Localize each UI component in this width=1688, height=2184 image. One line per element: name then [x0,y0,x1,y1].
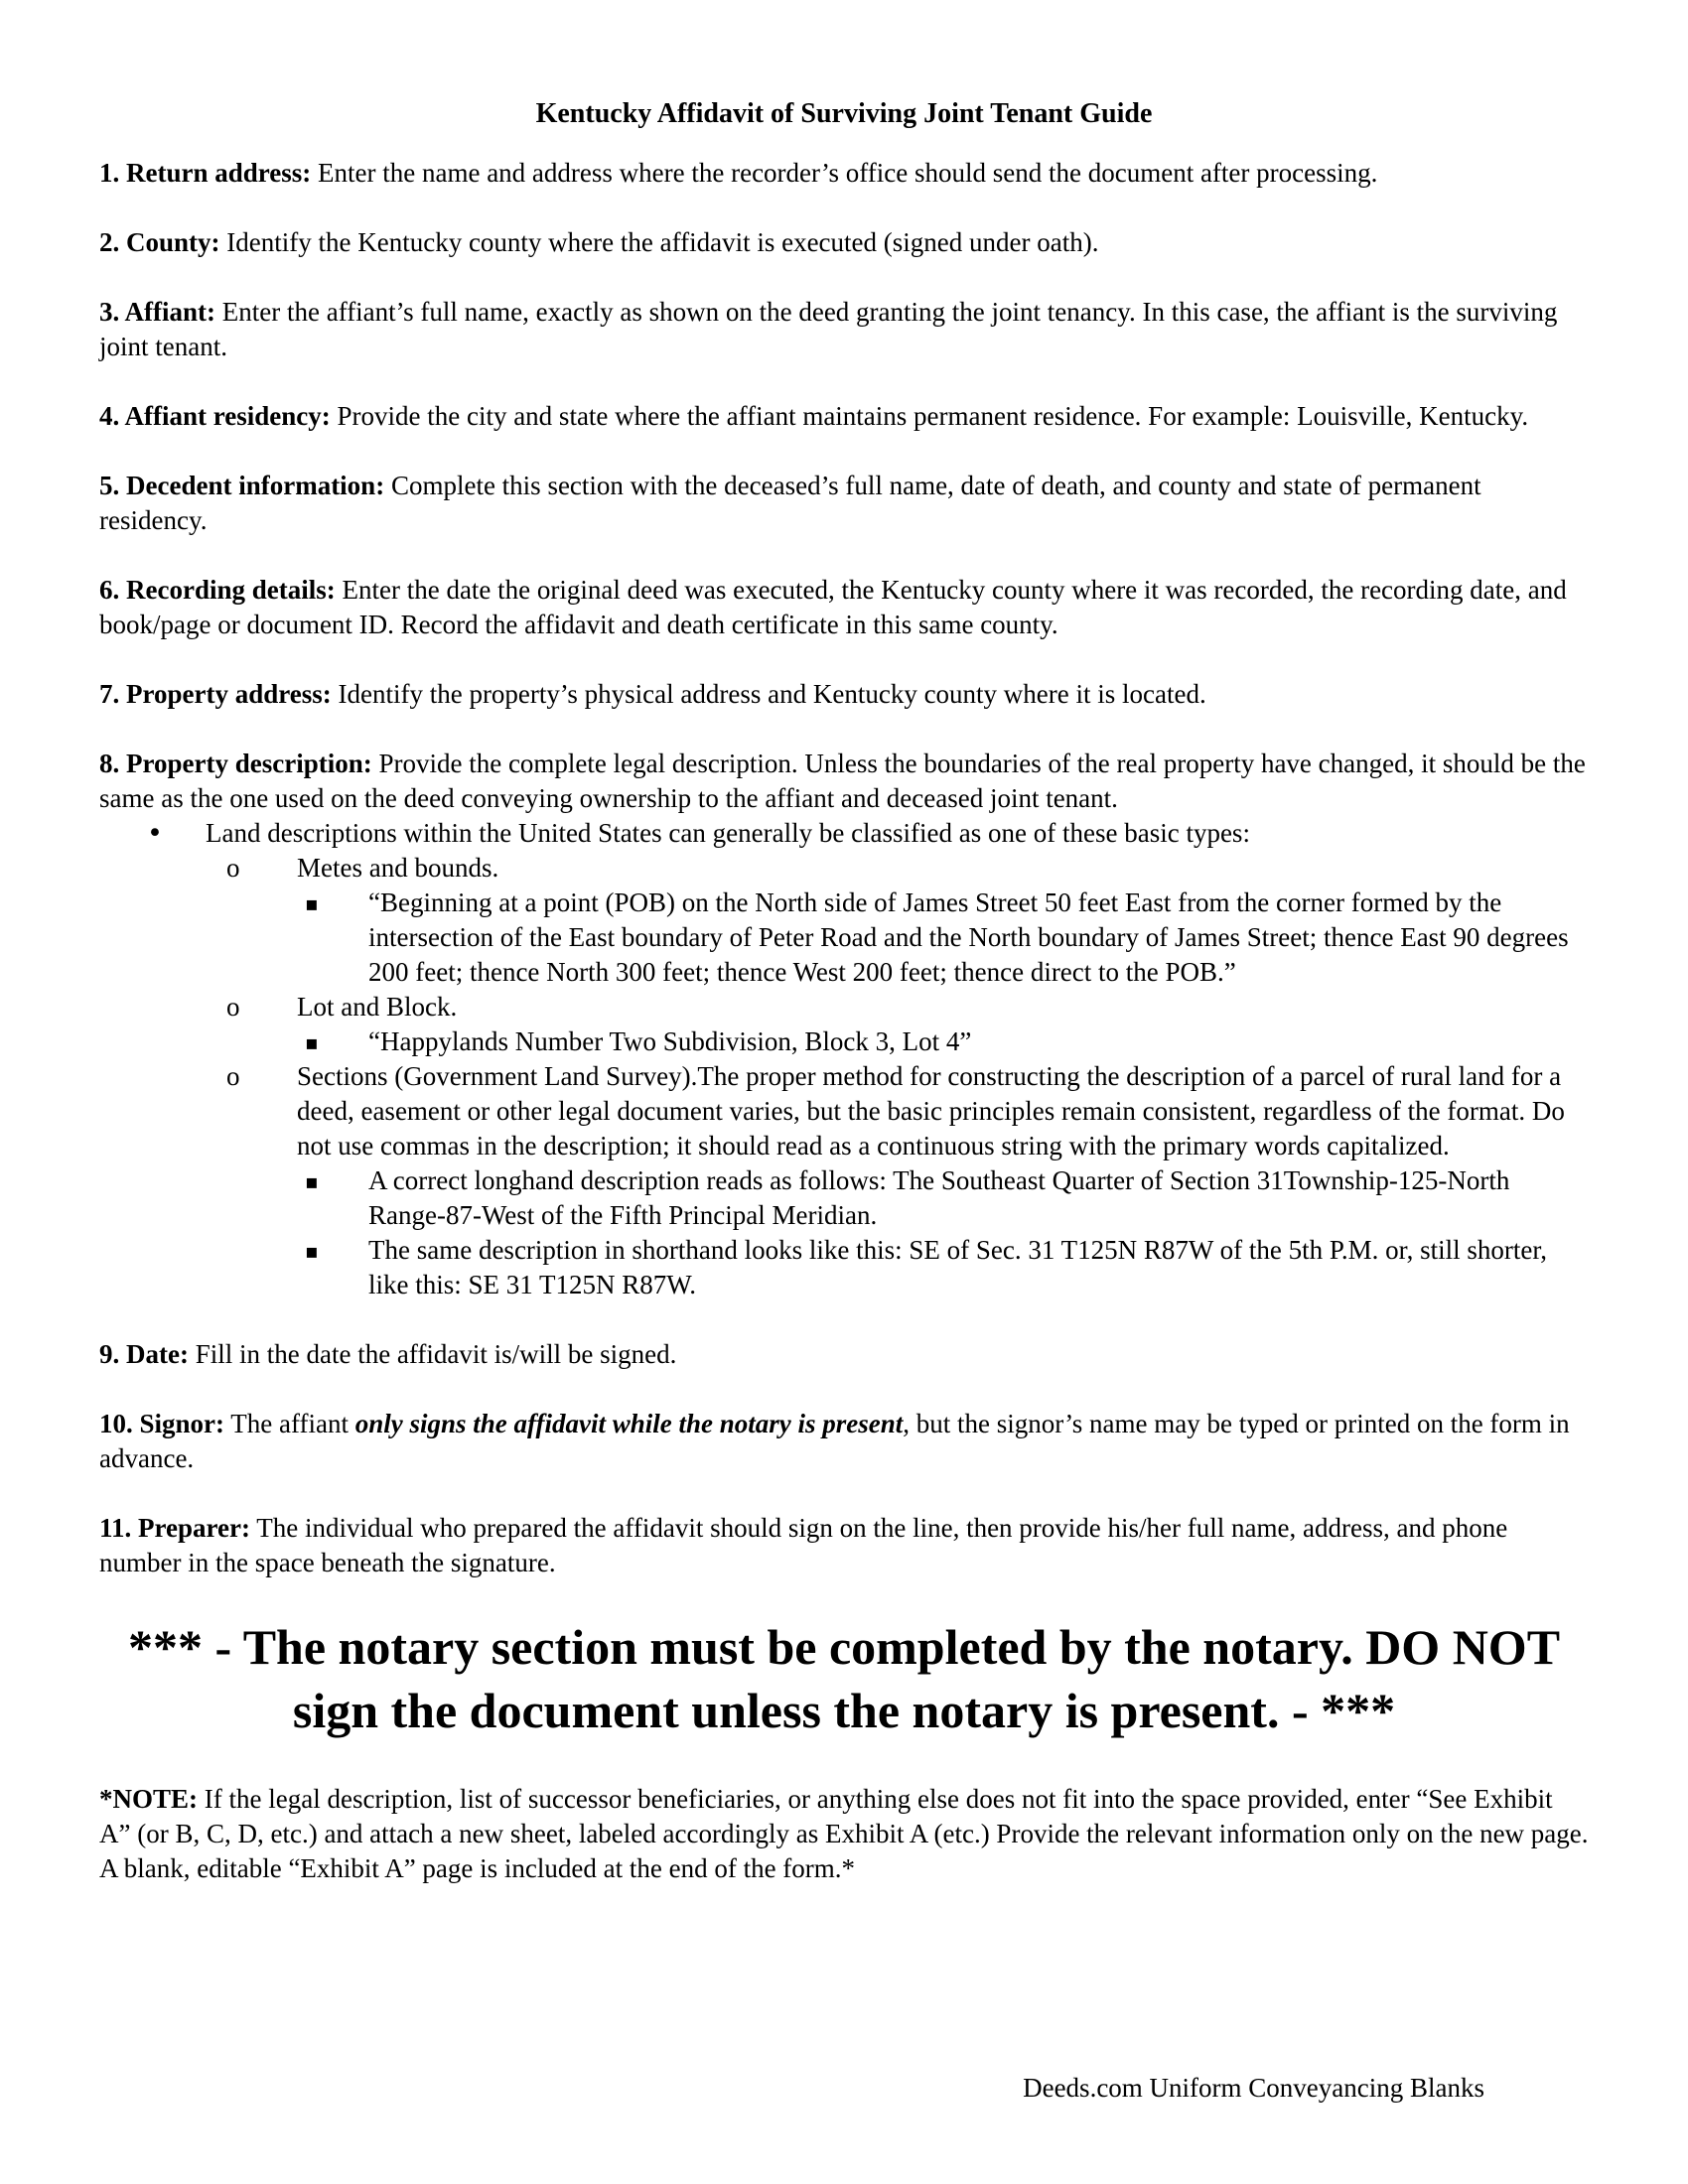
item-affiant [99,295,1589,364]
item-return-address [99,156,1589,191]
description-example: A correct longhand description reads as follows: The Southeast Quarter of Section 31Township-125-North Range-87-West of the Fifth Principal Meridian. [368,1165,1510,1230]
square-bullet-icon: ▪ [305,891,319,915]
item-text: Enter the date the original deed was executed, the Kentucky county where it was recorded, the recording date, and book/page or document ID. Record the affidavit and death certificate in this same county. [99,575,1567,639]
item-date [99,1337,1589,1372]
square-bullet-icon: ▪ [305,1239,319,1263]
item-label: 7. Property address: [99,679,332,709]
footer-brand: Deeds.com Uniform Conveyancing Blanks [1023,2073,1484,2103]
list-item [99,816,1589,1302]
item-text: , but the signor’s name may be typed or printed on the form in advance. [99,1409,1570,1473]
item-preparer [99,1511,1589,1580]
document-title: Kentucky Affidavit of Surviving Joint Tenant Guide [535,98,1153,129]
item-label: 4. Affiant residency: [99,401,331,431]
item-text: Fill in the date the affidavit is/will be signed. [188,1339,677,1369]
item-text: Provide the city and state where the affiant maintains permanent residence. For example: Louisville, Kentucky. [330,401,1529,431]
item-text: Enter the name and address where the recorder’s office should send the document after processing. [311,158,1378,188]
item-text: The affiant [224,1409,355,1438]
item-label: 2. County: [99,227,220,257]
list-item [261,1024,1589,1059]
notary-warning: *** - The notary section must be completed by the notary. DO NOT sign the document unless the notary is present. - *** [127,1619,1561,1738]
square-bullet-icon: ▪ [305,1030,319,1054]
list-item [261,1233,1589,1302]
item-property-address [99,677,1589,712]
item-label: 11. Preparer: [99,1513,250,1543]
list-item [189,1059,1589,1302]
item-affiant-residency [99,399,1589,434]
item-label: 8. Property description: [99,749,372,778]
item-text: Complete this section with the deceased’s full name, date of death, and county and state of permanent residency. [99,471,1481,535]
description-example: The same description in shorthand looks like this: SE of Sec. 31 T125N R87W of the 5th P.M. or, still shorter, like this: SE 31 T125N R87W. [368,1235,1547,1299]
square-bullet-icon: ▪ [305,1169,319,1193]
description-intro: Land descriptions within the United States can generally be classified as one of these basic types: [206,818,1250,848]
item-decedent-information [99,469,1589,538]
item-label: 1. Return address: [99,158,312,188]
item-text: Identify the Kentucky county where the affidavit is executed (signed under oath). [219,227,1099,257]
item-text: Provide the complete legal description. Unless the boundaries of the real property have changed, it should be the same as the one used on the deed conveying ownership to the affiant and deceased joint tenant. [99,749,1586,813]
circle-bullet-icon: o [226,992,240,1022]
item-property-description [99,747,1589,816]
list-item [189,990,1589,1059]
item-text: Identify the property’s physical address and Kentucky county where it is located. [331,679,1206,709]
item-label: 9. Date: [99,1339,189,1369]
note-label: *NOTE: [99,1784,199,1814]
list-item [189,851,1589,990]
description-type-name: Sections (Government Land Survey).The proper method for constructing the description of a parcel of rural land for a deed, easement or other legal document varies, but the basic principles remain consistent, regardless of the format. Do not use commas in the description; it should read as a continuous string with the primary words capitalized. [297,1061,1565,1160]
item-label: 10. Signor: [99,1409,225,1438]
item-county [99,225,1589,260]
description-example: “Happylands Number Two Subdivision, Block 3, Lot 4” [368,1026,972,1056]
item-label: 6. Recording details: [99,575,336,605]
description-example: “Beginning at a point (POB) on the North side of James Street 50 feet East from the corner formed by the intersection of the East boundary of Peter Road and the North boundary of James Street; thence East 90 degrees 200 feet; thence North 300 feet; thence West 200 feet; thence direct to the POB.” [368,887,1569,987]
description-types-list [99,816,1589,1302]
list-item [261,1163,1589,1233]
bullet-icon: • [147,818,163,849]
item-text: Enter the affiant’s full name, exactly as shown on the deed granting the joint tenancy. In this case, the affiant is the surviving joint tenant. [99,297,1558,361]
circle-bullet-icon: o [226,853,240,883]
item-signor [99,1407,1589,1476]
description-type-name: Lot and Block. [297,992,458,1022]
circle-bullet-icon: o [226,1061,240,1091]
description-type-name: Metes and bounds. [297,853,499,883]
note-text: If the legal description, list of successor beneficiaries, or anything else does not fit into the space provided, enter “See Exhibit A” (or B, C, D, etc.) and attach a new sheet, labeled accordingly as Exhibit A (etc.) Provide the relevant information only on the new page. A blank, editable “Exhibit A” page is included at the end of the form.* [99,1784,1589,1883]
item-text: The individual who prepared the affidavit should sign on the line, then provide his/her full name, address, and phone number in the space beneath the signature. [99,1513,1508,1577]
list-item [261,886,1589,990]
item-label: 5. Decedent information: [99,471,385,500]
item-recording-details [99,573,1589,642]
emphasis-text: only signs the affidavit while the notary is present [354,1409,904,1438]
exhibit-note [99,1782,1589,1886]
item-label: 3. Affiant: [99,297,215,327]
